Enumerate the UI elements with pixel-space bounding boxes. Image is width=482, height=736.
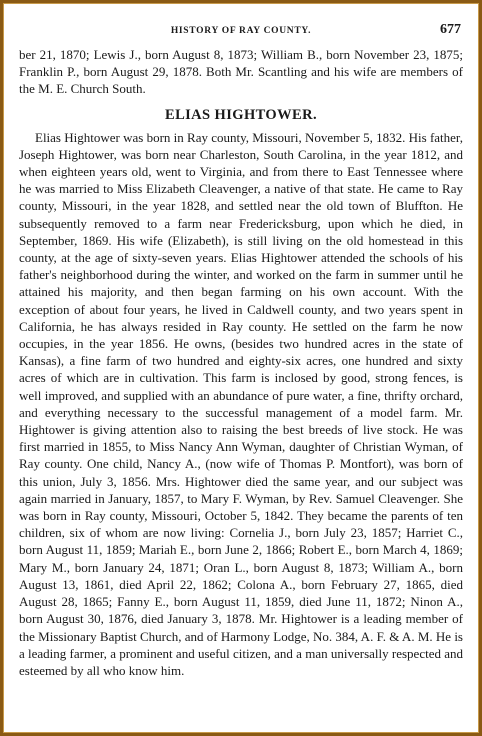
page-frame-inner	[3, 3, 479, 733]
page-header	[19, 22, 463, 42]
section-title: ELIAS HIGHTOWER.	[165, 106, 317, 123]
continuation-paragraph: ber 21, 1870; Lewis J., born August 8, 1873; William B., born November 23, 1875; Franklin P., born August 29, 1878. Both Mr. Scantling and his wife are members of the M. E. Church South.	[19, 47, 463, 97]
book-page	[19, 22, 463, 679]
page-number: 677	[440, 22, 461, 37]
running-head: HISTORY OF RAY COUNTY.	[170, 26, 312, 36]
biography-paragraph: Elias Hightower was born in Ray county, Missouri, November 5, 1832. His father, Joseph Hightower, was born near Charleston, South Carolina, in the year 1812, and when eighteen years old, went to Virginia, and from there to East Tennessee where he was married to Miss Elizabeth Cleavenger, a native of that state. He came to Ray county, Missouri, in the year 1828, and settled near the old town of Bluffton. He subsequently removed to a farm near Fredericksburg, upon which he died, in September, 1869. His wife (Elizabeth), is still living on the old homestead in this county, at the age of sixty-seven years. Elias Hightower attended the schools of his father's neighborhood during the winter, and worked on the farm in summer until he attained his majority, and then began farming on his own account. With the exception of about four years, he lived in Caldwell county, and two years spent in California, he has always resided in Ray county. He settled on the farm he now occupies, in the year 1856. He owns, (besides two hundred acres in the state of Kansas), a fine farm of two hundred and eighty-six acres, one hundred and sixty acres of which are in cultivation. This farm is inclosed by good, strong fences, is well improved, and supplied with an abundance of pure water, a fine, thrifty orchard, and everything necessary to the successful management of a model farm. Mr. Hightower is giving attention also to raising the best breeds of live stock. He was first married in 1855, to Miss Nancy Ann Wyman, daughter of Christian Wyman, of Ray county. One child, Nancy A., (now wife of Thomas P. Montfort), was born of this union, July 3, 1856. Mrs. Hightower died the same year, and our subject was again married in January, 1857, to Mary F. Wyman, by Rev. Samuel Cleavenger. She was born in Ray county, Missouri, October 5, 1842. They became the parents of ten children, six of whom are now living: Cornelia J., born July 23, 1857; Harriet C., born August 11, 1859; Mariah E., born June 2, 1866; Robert E., born March 4, 1869; Mary M., born January 24, 1871; Oran L., born August 8, 1873; William A., born August 13, 1861, died April 22, 1862; Colona A., born February 27, 1865, died August 28, 1865; Fanny E., born August 11, 1859, died June 11, 1872; Ninon A., born August 30, 1876, died January 3, 1878. Mr. Hightower is a leading member of the Missionary Baptist Church, and of Harmony Lodge, No. 384, A. F. & A. M. He is a leading farmer, a prominent and useful citizen, and a man universally respected and esteemed by all who know him.	[19, 129, 463, 678]
